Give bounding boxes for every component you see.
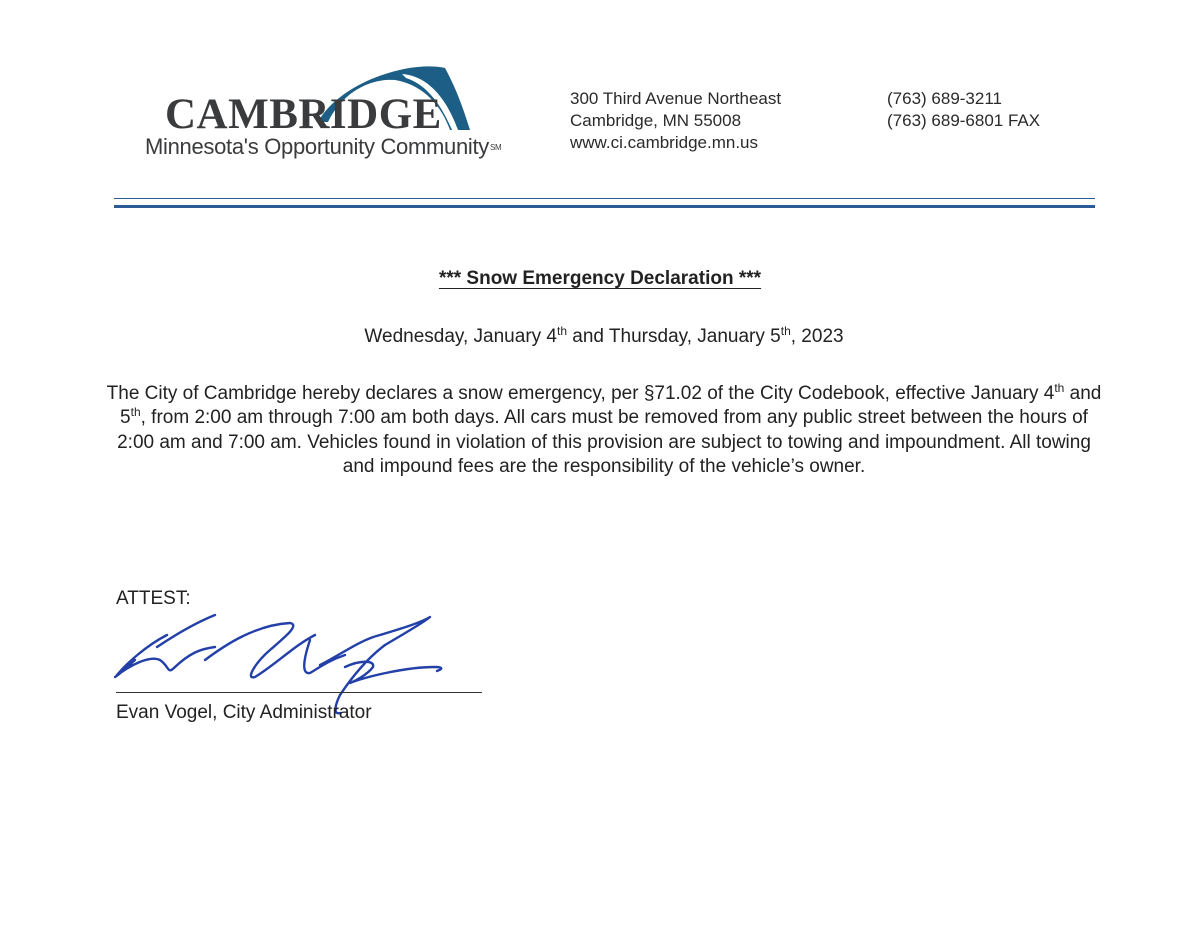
header-rule-thick xyxy=(114,205,1095,208)
declaration-dates: Wednesday, January 4th and Thursday, January 5th, 2023 xyxy=(364,324,844,347)
header-rule-thin xyxy=(114,198,1095,199)
cambridge-logo xyxy=(140,62,502,167)
website-text: www.ci.cambridge.mn.us xyxy=(570,133,759,152)
signature-line xyxy=(116,692,482,693)
logo-tagline: Minnesota's Opportunity Community℠ xyxy=(145,134,502,159)
declaration-heading: *** Snow Emergency Declaration *** xyxy=(438,268,762,289)
service-mark: SM xyxy=(490,143,502,152)
handwritten-signature xyxy=(105,605,450,745)
phone-number: (763) 689-3211 xyxy=(887,89,1002,108)
address-street: 300 Third Avenue Northeast xyxy=(570,89,782,108)
logo-wordmark: CAMBRIDGE xyxy=(165,91,442,138)
fax-number: (763) 689-6801 FAX xyxy=(887,111,1041,130)
address-block xyxy=(570,88,781,154)
address-city: Cambridge, MN 55008 xyxy=(570,111,742,130)
declaration-body: The City of Cambridge hereby declares a snow emergency, per §71.02 of the City Codebook, effective January 4th and 5th, from 2:00 am through 7:00 am both days. All cars must be removed from any public street between the hours of 2:00 am and 7:00 am. Vehicles found in violation of this provision are subject to towing and impoundment. All towing and impound fees are the responsibility of the vehicle’s owner. xyxy=(106,381,1102,478)
signer-name: Evan Vogel, City Administrator xyxy=(116,702,372,723)
phone-block xyxy=(887,88,1040,132)
attest-label: ATTEST: xyxy=(116,588,191,609)
